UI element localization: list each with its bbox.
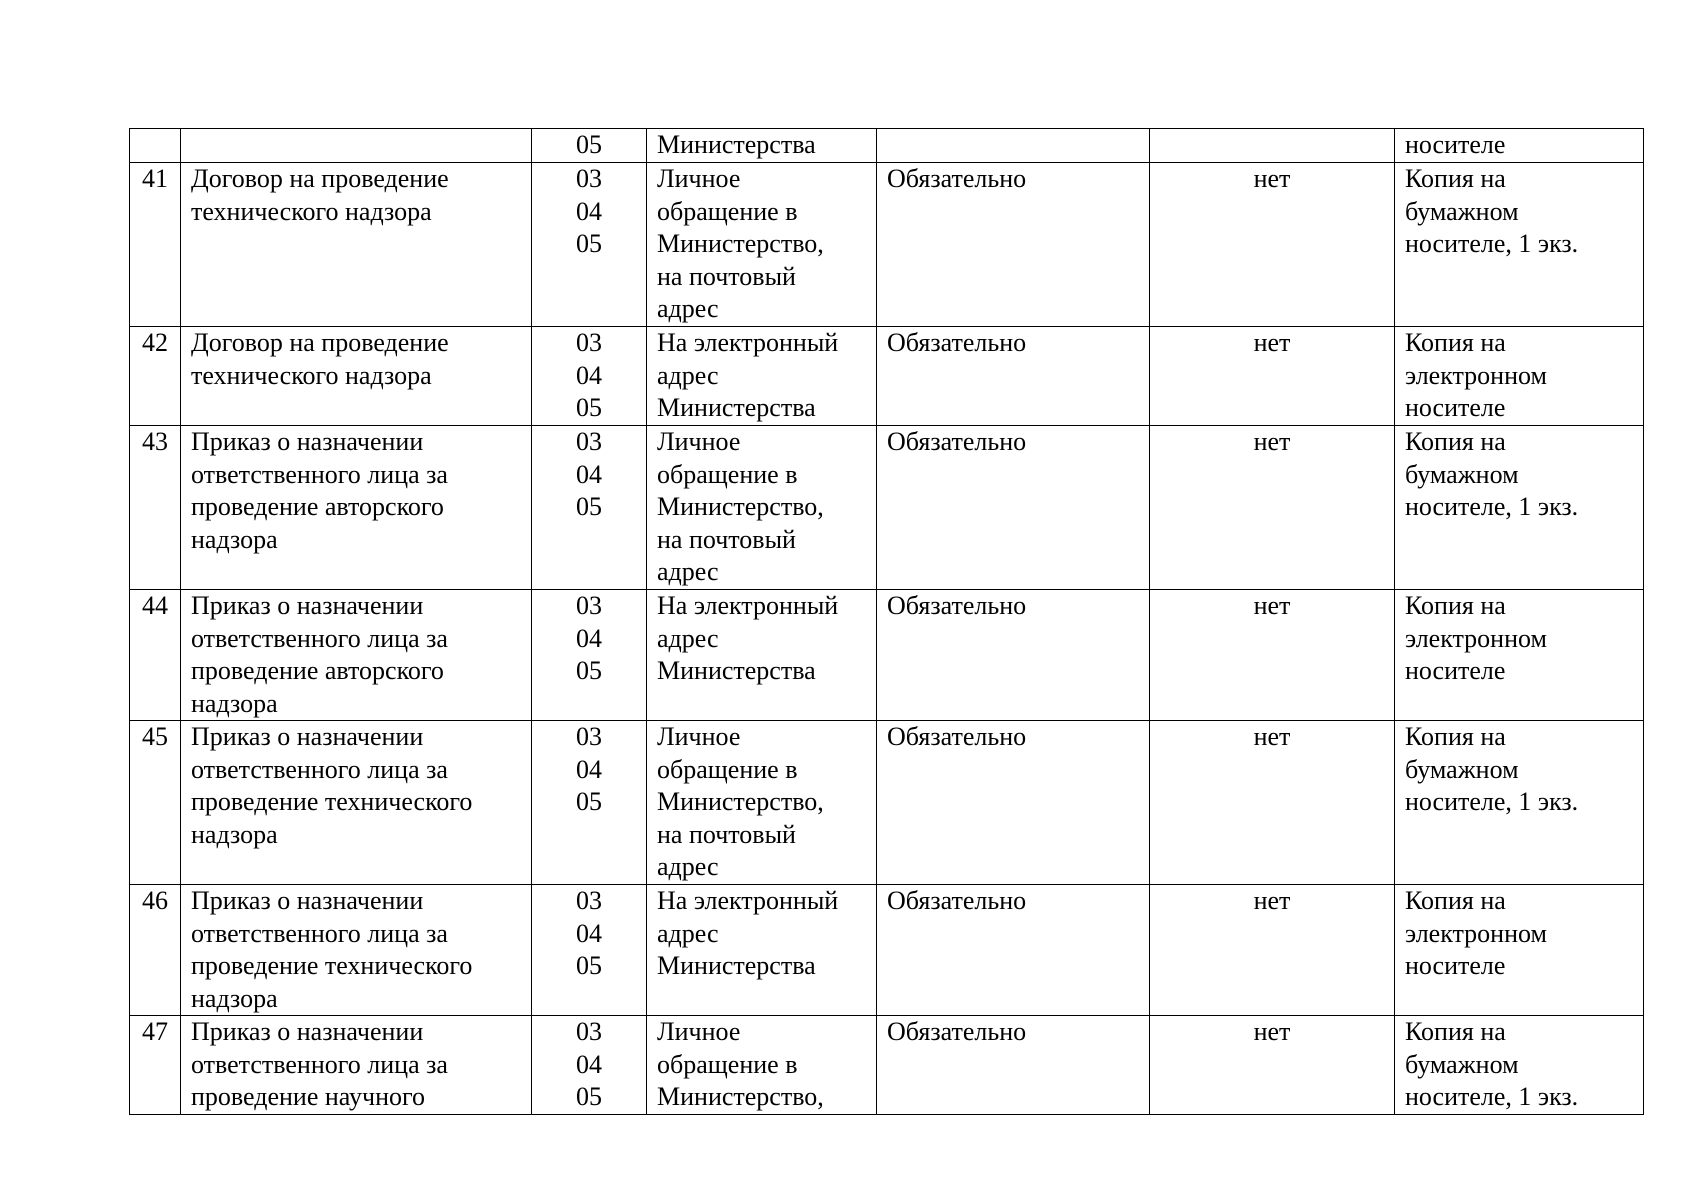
submission-method-cell-line: адрес: [657, 852, 719, 881]
document-form-cell-line: Копия на: [1405, 328, 1506, 357]
submission-method-cell-line: Министерство,: [657, 787, 824, 816]
submission-method-cell-line: Личное: [657, 1017, 741, 1046]
flag-cell: [1150, 590, 1395, 721]
requirement-cell: [877, 426, 1150, 590]
submission-method-cell: [647, 327, 877, 426]
flag-cell-text: нет: [1253, 722, 1291, 751]
flag-cell: [1150, 721, 1395, 885]
document-form-cell-line: носителе: [1405, 951, 1506, 980]
document-name-cell: [181, 426, 532, 590]
table-row: [130, 327, 1644, 426]
document-name-cell-line: проведение технического: [191, 787, 473, 816]
requirement-cell: [877, 129, 1150, 163]
submission-method-cell-line: Министерства: [657, 393, 816, 422]
document-name-cell: [181, 590, 532, 721]
submission-method-cell-line: На электронный: [657, 591, 839, 620]
requirement-cell-text: Обязательно: [887, 722, 1027, 751]
flag-cell-text: нет: [1253, 328, 1291, 357]
requirement-cell-text: Обязательно: [887, 1017, 1027, 1046]
document-form-cell: [1395, 327, 1644, 426]
document-form-cell: [1395, 1016, 1644, 1115]
codes-cell-line: 03: [576, 328, 602, 357]
document-name-cell: [181, 885, 532, 1016]
document-name-cell-line: надзора: [191, 819, 278, 849]
requirement-cell-text: Обязательно: [887, 328, 1027, 357]
document-form-cell-line: носителе: [1405, 656, 1506, 685]
codes-cell: [532, 426, 647, 590]
table-row: [130, 721, 1644, 885]
row-number-cell-text: 43: [142, 427, 168, 456]
document-name-cell-line: проведение авторского: [191, 492, 444, 521]
requirement-cell-text: Обязательно: [887, 886, 1027, 915]
requirement-cell: [877, 885, 1150, 1016]
document-name-cell: [181, 1016, 532, 1115]
codes-cell-line: 03: [576, 164, 602, 193]
document-form-cell-line: Копия на: [1405, 427, 1506, 456]
document-name-cell-line: Приказ о назначении: [191, 1017, 424, 1046]
flag-cell: [1150, 163, 1395, 327]
submission-method-cell: [647, 885, 877, 1016]
table-row: [130, 1016, 1644, 1115]
document-form-cell-line: электронном: [1405, 360, 1547, 390]
codes-cell-line: 04: [576, 459, 602, 489]
document-name-cell-line: технического надзора: [191, 360, 432, 390]
document-name-cell: [181, 129, 532, 163]
document-name-cell-line: ответственного лица за: [191, 754, 448, 784]
submission-method-cell: [647, 590, 877, 721]
row-number-cell: [130, 721, 181, 885]
requirement-cell-text: Обязательно: [887, 591, 1027, 620]
document-form-cell-line: носителе, 1 экз.: [1405, 787, 1579, 816]
requirement-cell: [877, 1016, 1150, 1115]
requirement-cell-text: Обязательно: [887, 427, 1027, 456]
submission-method-cell: [647, 1016, 877, 1115]
document-name-cell-line: ответственного лица за: [191, 1049, 448, 1079]
documents-table: [129, 128, 1644, 1115]
document-form-cell-line: бумажном: [1405, 754, 1519, 784]
codes-cell-line: 03: [576, 722, 602, 751]
submission-method-cell-line: адрес: [657, 360, 719, 390]
requirement-cell: [877, 327, 1150, 426]
document-form-cell-line: электронном: [1405, 623, 1547, 653]
submission-method-cell: [647, 129, 877, 163]
codes-cell-line: 04: [576, 196, 602, 226]
codes-cell-line: 05: [576, 492, 602, 521]
submission-method-cell-line: Личное: [657, 427, 741, 456]
submission-method-cell-line: адрес: [657, 557, 719, 586]
codes-cell: [532, 1016, 647, 1115]
codes-cell-line: 05: [576, 229, 602, 258]
document-form-cell-line: Копия на: [1405, 164, 1506, 193]
document-form-cell: [1395, 590, 1644, 721]
submission-method-cell-line: адрес: [657, 623, 719, 653]
flag-cell-text: нет: [1253, 591, 1291, 620]
document-form-cell: [1395, 163, 1644, 327]
document-name-cell-line: проведение авторского: [191, 656, 444, 685]
codes-cell: [532, 327, 647, 426]
document-name-cell-line: надзора: [191, 983, 278, 1013]
flag-cell-text: нет: [1253, 1017, 1291, 1046]
codes-cell-line: 03: [576, 1017, 602, 1046]
document-form-cell-line: бумажном: [1405, 459, 1519, 489]
table-row: [130, 885, 1644, 1016]
document-form-cell-line: электронном: [1405, 918, 1547, 948]
table-row: [130, 163, 1644, 327]
submission-method-cell-line: на почтовый: [657, 819, 796, 849]
flag-cell-text: нет: [1253, 164, 1291, 193]
table-row: [130, 590, 1644, 721]
submission-method-cell-line: Личное: [657, 164, 741, 193]
document-name-cell-line: Приказ о назначении: [191, 427, 424, 456]
document-form-cell: [1395, 885, 1644, 1016]
submission-method-cell-line: обращение в: [657, 754, 798, 784]
codes-cell: [532, 163, 647, 327]
document-name-cell: [181, 721, 532, 885]
table-row: [130, 129, 1644, 163]
codes-cell-line: 05: [576, 656, 602, 685]
document-name-cell-line: ответственного лица за: [191, 459, 448, 489]
submission-method-cell: [647, 721, 877, 885]
codes-cell: [532, 885, 647, 1016]
codes-cell-line: 05: [576, 130, 602, 159]
submission-method-cell-line: адрес: [657, 294, 719, 323]
submission-method-cell-line: обращение в: [657, 459, 798, 489]
submission-method-cell-line: Министерства: [657, 130, 816, 159]
document-form-cell-line: Копия на: [1405, 722, 1506, 751]
submission-method-cell-line: Министерство,: [657, 229, 824, 258]
row-number-cell-text: 47: [142, 1017, 168, 1046]
submission-method-cell-line: На электронный: [657, 328, 839, 357]
flag-cell-text: нет: [1253, 886, 1291, 915]
row-number-cell-text: 45: [142, 722, 168, 751]
flag-cell: [1150, 327, 1395, 426]
row-number-cell: [130, 327, 181, 426]
document-name-cell-line: Приказ о назначении: [191, 591, 424, 620]
document-form-cell-line: Копия на: [1405, 591, 1506, 620]
document-name-cell-line: ответственного лица за: [191, 918, 448, 948]
document-name-cell-line: проведение научного: [191, 1082, 426, 1111]
row-number-cell: [130, 885, 181, 1016]
submission-method-cell-line: на почтовый: [657, 261, 796, 291]
submission-method-cell-line: Министерства: [657, 656, 816, 685]
document-name-cell-line: Договор на проведение: [191, 328, 449, 357]
document-form-cell-line: бумажном: [1405, 196, 1519, 226]
submission-method-cell-line: Министерство,: [657, 492, 824, 521]
codes-cell-line: 05: [576, 1082, 602, 1111]
table-body: [130, 129, 1644, 1115]
document-name-cell-line: Приказ о назначении: [191, 722, 424, 751]
document-form-cell: [1395, 426, 1644, 590]
requirement-cell: [877, 721, 1150, 885]
codes-cell-line: 04: [576, 754, 602, 784]
document-name-cell-line: Договор на проведение: [191, 164, 449, 193]
submission-method-cell: [647, 426, 877, 590]
document-name-cell: [181, 327, 532, 426]
codes-cell-line: 03: [576, 591, 602, 620]
row-number-cell: [130, 1016, 181, 1115]
document-form-cell-line: носителе: [1405, 393, 1506, 422]
requirement-cell-text: Обязательно: [887, 164, 1027, 193]
submission-method-cell-line: на почтовый: [657, 524, 796, 554]
submission-method-cell-line: Личное: [657, 722, 741, 751]
codes-cell-line: 05: [576, 951, 602, 980]
row-number-cell: [130, 163, 181, 327]
document-form-cell: [1395, 129, 1644, 163]
codes-cell-line: 05: [576, 787, 602, 816]
codes-cell: [532, 721, 647, 885]
submission-method-cell-line: адрес: [657, 918, 719, 948]
document-form-cell-line: носителе, 1 экз.: [1405, 492, 1579, 521]
document-name-cell-line: проведение технического: [191, 951, 473, 980]
codes-cell-line: 04: [576, 1049, 602, 1079]
row-number-cell-text: 46: [142, 886, 168, 915]
row-number-cell: [130, 129, 181, 163]
document-form-cell-line: Копия на: [1405, 886, 1506, 915]
flag-cell: [1150, 1016, 1395, 1115]
table-row: [130, 426, 1644, 590]
submission-method-cell-line: Министерства: [657, 951, 816, 980]
row-number-cell-text: 41: [142, 164, 168, 193]
submission-method-cell-line: На электронный: [657, 886, 839, 915]
document-form-cell-line: носителе, 1 экз.: [1405, 1082, 1579, 1111]
requirement-cell: [877, 590, 1150, 721]
flag-cell: [1150, 885, 1395, 1016]
document-form-cell-line: носителе, 1 экз.: [1405, 229, 1579, 258]
codes-cell-line: 04: [576, 623, 602, 653]
submission-method-cell-line: Министерство,: [657, 1082, 824, 1111]
codes-cell-line: 05: [576, 393, 602, 422]
document-name-cell-line: технического надзора: [191, 196, 432, 226]
document-form-cell-line: носителе: [1405, 130, 1506, 159]
row-number-cell: [130, 426, 181, 590]
flag-cell: [1150, 426, 1395, 590]
document-name-cell-line: ответственного лица за: [191, 623, 448, 653]
document-name-cell: [181, 163, 532, 327]
codes-cell-line: 03: [576, 886, 602, 915]
requirement-cell: [877, 163, 1150, 327]
codes-cell-line: 03: [576, 427, 602, 456]
row-number-cell-text: 42: [142, 328, 168, 357]
submission-method-cell-line: обращение в: [657, 1049, 798, 1079]
document-form-cell: [1395, 721, 1644, 885]
codes-cell-line: 04: [576, 360, 602, 390]
codes-cell: [532, 590, 647, 721]
row-number-cell: [130, 590, 181, 721]
codes-cell-line: 04: [576, 918, 602, 948]
document-name-cell-line: надзора: [191, 524, 278, 554]
flag-cell-text: нет: [1253, 427, 1291, 456]
document-name-cell-line: надзора: [191, 688, 278, 718]
flag-cell: [1150, 129, 1395, 163]
submission-method-cell-line: обращение в: [657, 196, 798, 226]
codes-cell: [532, 129, 647, 163]
submission-method-cell: [647, 163, 877, 327]
document-form-cell-line: бумажном: [1405, 1049, 1519, 1079]
row-number-cell-text: 44: [142, 591, 168, 620]
document-name-cell-line: Приказ о назначении: [191, 886, 424, 915]
document-form-cell-line: Копия на: [1405, 1017, 1506, 1046]
